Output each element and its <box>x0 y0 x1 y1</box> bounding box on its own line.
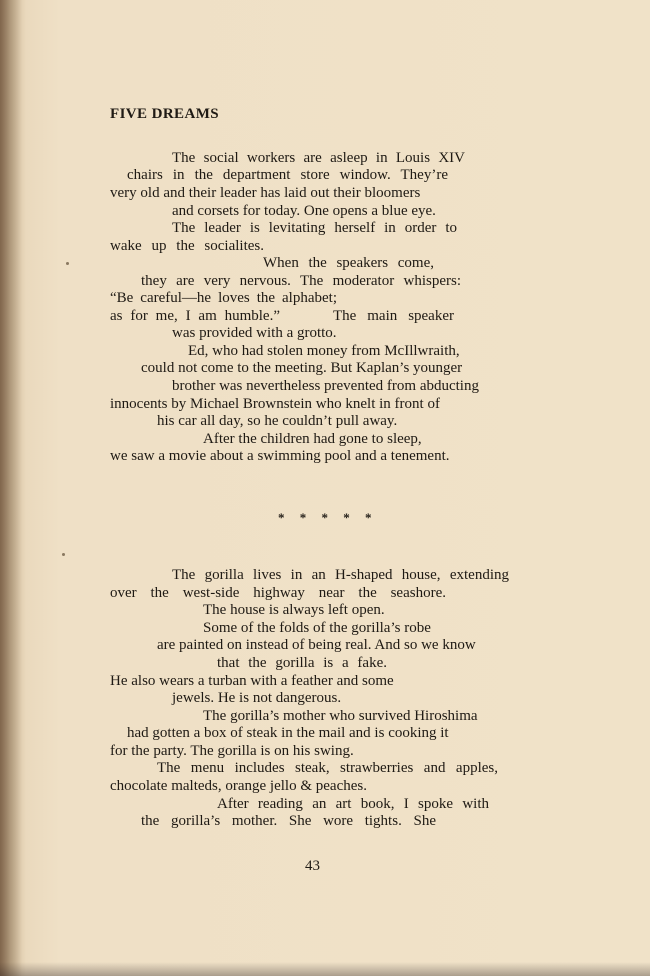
page-bottom-edge <box>0 962 650 976</box>
poem-line: brother was nevertheless prevented from abducting <box>172 378 479 394</box>
poem-line: had gotten a box of steak in the mail and is cooking it <box>127 725 449 741</box>
poem-line: The gorilla’s mother who survived Hiroshima <box>203 708 478 724</box>
poem-title: FIVE DREAMS <box>110 106 219 122</box>
page-number: 43 <box>305 858 320 874</box>
poem-line: we saw a movie about a swimming pool and a tenement. <box>110 448 450 464</box>
poem-line: Ed, who had stolen money from McIllwraith, <box>188 343 460 359</box>
poem-line: After the children had gone to sleep, <box>203 431 422 447</box>
poem-line: could not come to the meeting. But Kaplan’s younger <box>141 360 463 376</box>
poem-line: they are very nervous. The moderator whispers: <box>141 273 461 289</box>
poem-line: jewels. He is not dangerous. <box>172 690 342 706</box>
poem-line: that the gorilla is a fake. <box>217 655 387 671</box>
poem-line: was provided with a grotto. <box>172 325 337 341</box>
poem-line: wake up the socialites. <box>110 238 264 254</box>
poem-line: his car all day, so he couldn’t pull away. <box>157 413 398 429</box>
poem-line: The house is always left open. <box>203 602 385 618</box>
page-gutter-shadow <box>0 0 22 976</box>
paper-speck <box>66 262 69 265</box>
poem-line: over the west-side highway near the seashore. <box>110 585 446 601</box>
poem-line: He also wears a turban with a feather and some <box>110 673 394 689</box>
poem-line: for the party. The gorilla is on his swing. <box>110 743 354 759</box>
poem-line: When the speakers come, <box>263 255 434 271</box>
poem-line: The leader is levitating herself in order to <box>172 220 457 236</box>
poem-line: Some of the folds of the gorilla’s robe <box>203 620 431 636</box>
section-separator: * * * * * <box>278 510 378 525</box>
poem-line: “Be careful—he loves the alphabet; <box>110 290 337 306</box>
poem-line: are painted on instead of being real. And so we know <box>157 637 476 653</box>
poem-line: the gorilla’s mother. She wore tights. She <box>141 813 436 829</box>
poem-line: and corsets for today. One opens a blue eye. <box>172 203 436 219</box>
poem-line: After reading an art book, I spoke with <box>217 796 489 812</box>
poem-line: very old and their leader has laid out their bloomers <box>110 185 421 201</box>
paper-speck <box>62 553 65 556</box>
poem-line: The menu includes steak, strawberries and apples, <box>157 760 498 776</box>
poem-line: as for me, I am humble.” <box>110 308 280 324</box>
poem-line: chairs in the department store window. They’re <box>127 167 448 183</box>
poem-line: The social workers are asleep in Louis XIV <box>172 150 465 166</box>
poem-line: chocolate malteds, orange jello & peaches. <box>110 778 367 794</box>
poem-line: The gorilla lives in an H-shaped house, extending <box>172 567 509 583</box>
poem-line: The main speaker <box>333 308 454 324</box>
poem-line: innocents by Michael Brownstein who knelt in front of <box>110 396 440 412</box>
